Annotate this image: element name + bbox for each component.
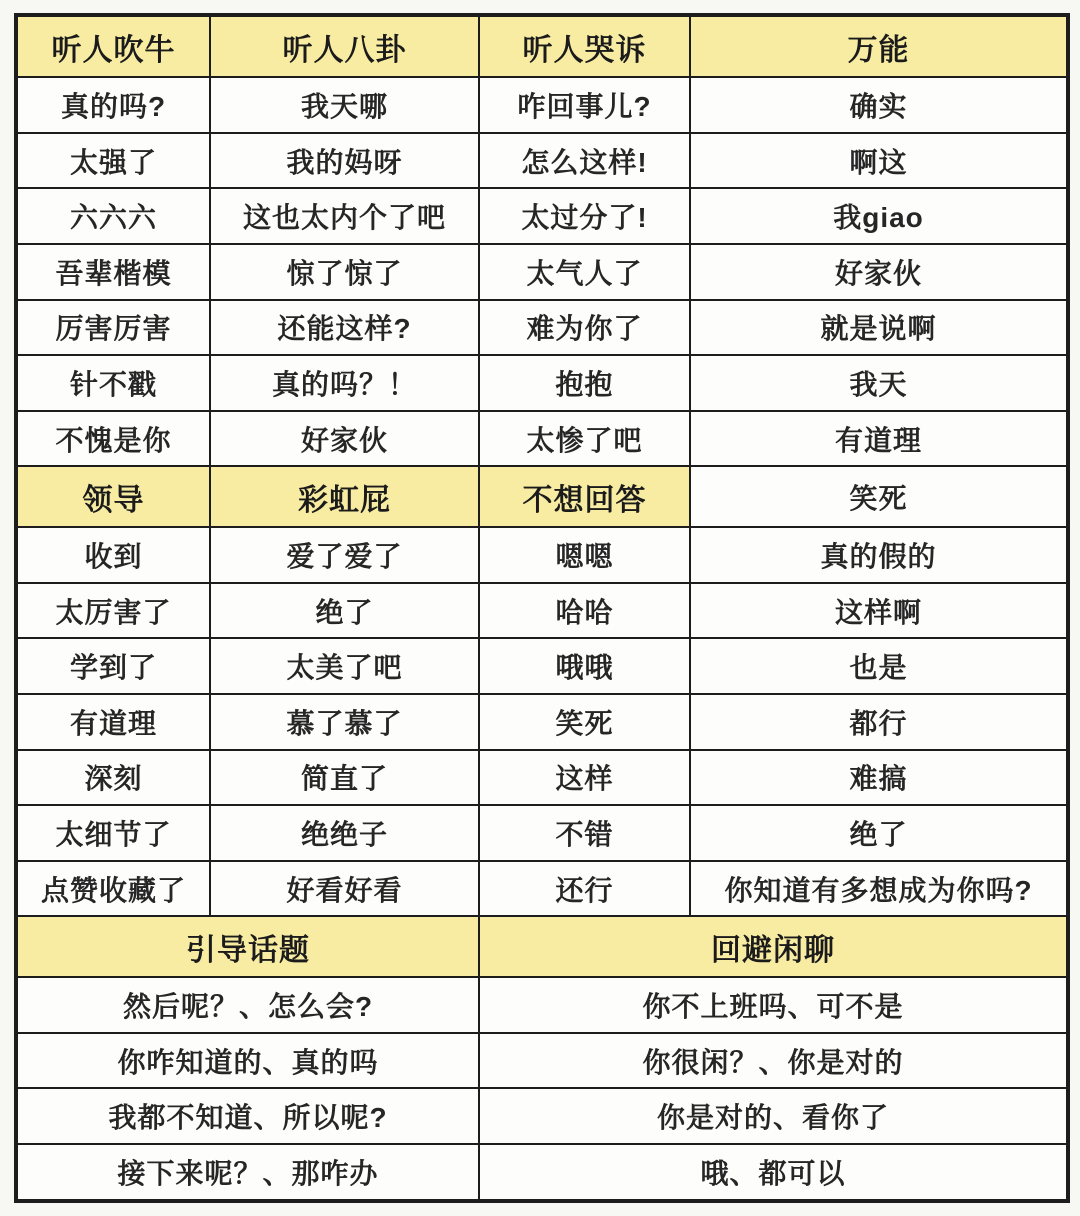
phrase-cell: 就是说啊 — [690, 300, 1068, 356]
phrase-cell: 绝了 — [210, 583, 479, 639]
table-row — [16, 638, 1068, 694]
phrase-cell: 你知道有多想成为你吗? — [690, 861, 1068, 917]
phrase-cell: 不愧是你 — [16, 411, 210, 467]
column-header-cell: 听人哭诉 — [479, 15, 690, 77]
column-header-cell: 不想回答 — [479, 466, 690, 527]
phrase-cell: 这样 — [479, 750, 690, 806]
phrase-cell: 接下来呢？、那咋办 — [16, 1144, 479, 1201]
phrase-cell: 慕了慕了 — [210, 694, 479, 750]
phrase-cell: 好看好看 — [210, 861, 479, 917]
table-row — [16, 694, 1068, 750]
phrase-cell: 还能这样? — [210, 300, 479, 356]
phrase-cell: 太强了 — [16, 133, 210, 189]
table-row — [16, 1088, 1068, 1144]
table-body — [16, 15, 1068, 1201]
phrase-cell: 笑死 — [479, 694, 690, 750]
phrase-cell: 深刻 — [16, 750, 210, 806]
phrase-cell: 六六六 — [16, 188, 210, 244]
column-header-cell: 听人吹牛 — [16, 15, 210, 77]
table-row — [16, 133, 1068, 189]
table-row — [16, 805, 1068, 861]
phrase-cell: 针不戳 — [16, 355, 210, 411]
phrase-cell: 你很闲？、你是对的 — [479, 1033, 1068, 1089]
phrase-cell: 有道理 — [16, 694, 210, 750]
table-row — [16, 1144, 1068, 1201]
column-header-cell: 领导 — [16, 466, 210, 527]
phrase-cell: 你是对的、看你了 — [479, 1088, 1068, 1144]
phrase-cell: 难为你了 — [479, 300, 690, 356]
phrase-cell: 啊这 — [690, 133, 1068, 189]
table-row — [16, 15, 1068, 77]
phrase-cell: 抱抱 — [479, 355, 690, 411]
phrase-cell: 好家伙 — [690, 244, 1068, 300]
phrase-cell: 太美了吧 — [210, 638, 479, 694]
table-row — [16, 861, 1068, 917]
phrase-cell: 太厉害了 — [16, 583, 210, 639]
phrase-cell: 爱了爱了 — [210, 527, 479, 583]
table-row — [16, 977, 1068, 1033]
phrase-cell: 有道理 — [690, 411, 1068, 467]
phrase-cell: 不错 — [479, 805, 690, 861]
phrase-cell: 我giao — [690, 188, 1068, 244]
phrase-cell: 绝绝子 — [210, 805, 479, 861]
phrase-table — [14, 13, 1070, 1203]
phrase-cell: 我都不知道、所以呢? — [16, 1088, 479, 1144]
phrase-cell: 收到 — [16, 527, 210, 583]
phrase-cell: 绝了 — [690, 805, 1068, 861]
column-header-cell: 回避闲聊 — [479, 916, 1068, 977]
phrase-cell: 我天哪 — [210, 77, 479, 133]
column-header-cell: 彩虹屁 — [210, 466, 479, 527]
table-row — [16, 466, 1068, 527]
phrase-cell: 真的吗？！ — [210, 355, 479, 411]
table-row — [16, 244, 1068, 300]
phrase-cell: 太气人了 — [479, 244, 690, 300]
phrase-cell: 真的吗? — [16, 77, 210, 133]
table-row — [16, 411, 1068, 467]
table-row — [16, 188, 1068, 244]
phrase-cell: 惊了惊了 — [210, 244, 479, 300]
phrase-cell: 笑死 — [690, 466, 1068, 527]
phrase-cell: 哦哦 — [479, 638, 690, 694]
phrase-cell: 怎么这样! — [479, 133, 690, 189]
phrase-cell: 咋回事儿? — [479, 77, 690, 133]
phrase-cell: 都行 — [690, 694, 1068, 750]
table-row — [16, 750, 1068, 806]
phrase-cell: 难搞 — [690, 750, 1068, 806]
column-header-cell: 万能 — [690, 15, 1068, 77]
phrase-cell: 哦、都可以 — [479, 1144, 1068, 1201]
phrase-cell: 这样啊 — [690, 583, 1068, 639]
column-header-cell: 听人八卦 — [210, 15, 479, 77]
phrase-cell: 太惨了吧 — [479, 411, 690, 467]
phrase-cell: 也是 — [690, 638, 1068, 694]
phrase-cell: 我的妈呀 — [210, 133, 479, 189]
table-row — [16, 355, 1068, 411]
phrase-cell: 好家伙 — [210, 411, 479, 467]
table-row — [16, 527, 1068, 583]
phrase-cell: 这也太内个了吧 — [210, 188, 479, 244]
phrase-cell: 嗯嗯 — [479, 527, 690, 583]
phrase-cell: 太细节了 — [16, 805, 210, 861]
phrase-cell: 你咋知道的、真的吗 — [16, 1033, 479, 1089]
phrase-cell: 学到了 — [16, 638, 210, 694]
table-row — [16, 1033, 1068, 1089]
table-row — [16, 583, 1068, 639]
table-row — [16, 77, 1068, 133]
phrase-cell: 吾辈楷模 — [16, 244, 210, 300]
table-row — [16, 916, 1068, 977]
phrase-cell: 厉害厉害 — [16, 300, 210, 356]
phrase-cell: 真的假的 — [690, 527, 1068, 583]
phrase-cell: 点赞收藏了 — [16, 861, 210, 917]
column-header-cell: 引导话题 — [16, 916, 479, 977]
phrase-cell: 确实 — [690, 77, 1068, 133]
phrase-cell: 你不上班吗、可不是 — [479, 977, 1068, 1033]
phrase-cell: 哈哈 — [479, 583, 690, 639]
phrase-cell: 简直了 — [210, 750, 479, 806]
phrase-cell: 我天 — [690, 355, 1068, 411]
phrase-cell: 还行 — [479, 861, 690, 917]
phrase-cell: 然后呢？、怎么会? — [16, 977, 479, 1033]
table-row — [16, 300, 1068, 356]
phrase-cell: 太过分了! — [479, 188, 690, 244]
